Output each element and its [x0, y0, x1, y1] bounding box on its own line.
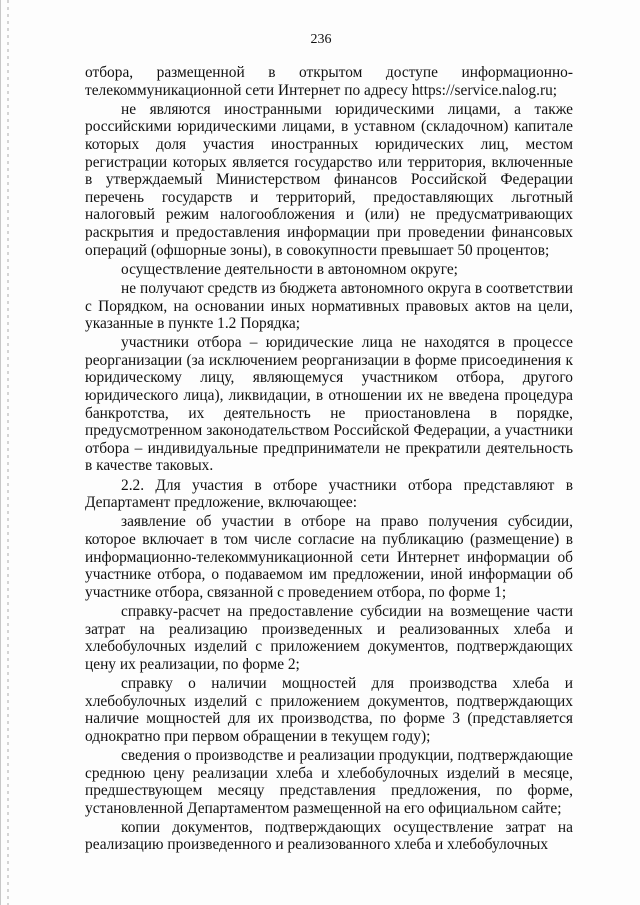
paragraph: копии документов, подтверждающих осуществление затрат на реализацию произведенного и реализованного хлеба и хлебобулочных — [85, 818, 573, 854]
paragraph: осуществление деятельности в автономном округе; — [121, 260, 458, 278]
paragraph: 2.2. Для участия в отборе участники отбора представляют в Департамент предложение, включающее: — [85, 476, 573, 512]
paragraph: отбора, размещенной в открытом доступе информационно-телекоммуникационной сети Интернет по адресу https://service.nalog.ru; — [85, 64, 573, 99]
paragraph: справку-расчет на предоставление субсидии на возмещение части затрат на реализацию произведенных и реализованных хлеба и хлебобулочных изделий с приложением документов, подтверждающих цену их реализации, по форме 2; — [85, 602, 573, 673]
document-body — [85, 64, 573, 856]
page-number: 236 — [310, 32, 332, 47]
paragraph: участники отбора – юридические лица не находятся в процессе реорганизации (за исключением реорганизации в форме присоединения к юридическому лицу, являющемуся участником отбора, другого юридического лица), ликвидации, в отношении их не введена процедура банкротства, их деятельность не приостановлена в порядке, предусмотренном законодательством Российской Федерации, а участники отбора – индивидуальные предприниматели не прекратили деятельность в качестве таковых. — [85, 334, 573, 475]
paragraph: сведения о производстве и реализации продукции, подтверждающие среднюю цену реализации хлеба и хлебобулочных изделий в месяце, предшествующем месяцу представления предложения, по форме, установленной Департаментом размещенной на его официальном сайте; — [85, 746, 573, 817]
paragraph: заявление об участии в отборе на право получения субсидии, которое включает в том числе согласие на публикацию (размещение) в информационно-телекоммуникационной сети Интернет информации об участнике отбора, о подаваемом им предложении, иной информации об участнике отбора, связанной с проведением отбора, по форме 1; — [85, 513, 573, 601]
scan-edge-mark — [7, 0, 9, 905]
paragraph: не получают средств из бюджета автономного округа в соответствии с Порядком, на основании иных нормативных правовых актов на цели, указанные в пункте 1.2 Порядка; — [85, 279, 573, 333]
paragraph: не являются иностранными юридическими лицами, а также российскими юридическими лицами, в уставном (складочном) капитале которых доля участия иностранных юридических лиц, местом регистрации которых является государство или территория, включенные в утверждаемый Министерством финансов Российской Федерации перечень государств и территорий, предоставляющих льготный налоговый режим налогообложения и (или) не предусматривающих раскрытия и предоставления информации при проведении финансовых операций (офшорные зоны), в совокупности превышает 50 процентов; — [85, 100, 573, 259]
paragraph: справку о наличии мощностей для производства хлеба и хлебобулочных изделий с приложением документов, подтверждающих наличие мощностей для их производства, по форме 3 (представляется однократно при первом обращении в текущем году); — [85, 674, 573, 745]
